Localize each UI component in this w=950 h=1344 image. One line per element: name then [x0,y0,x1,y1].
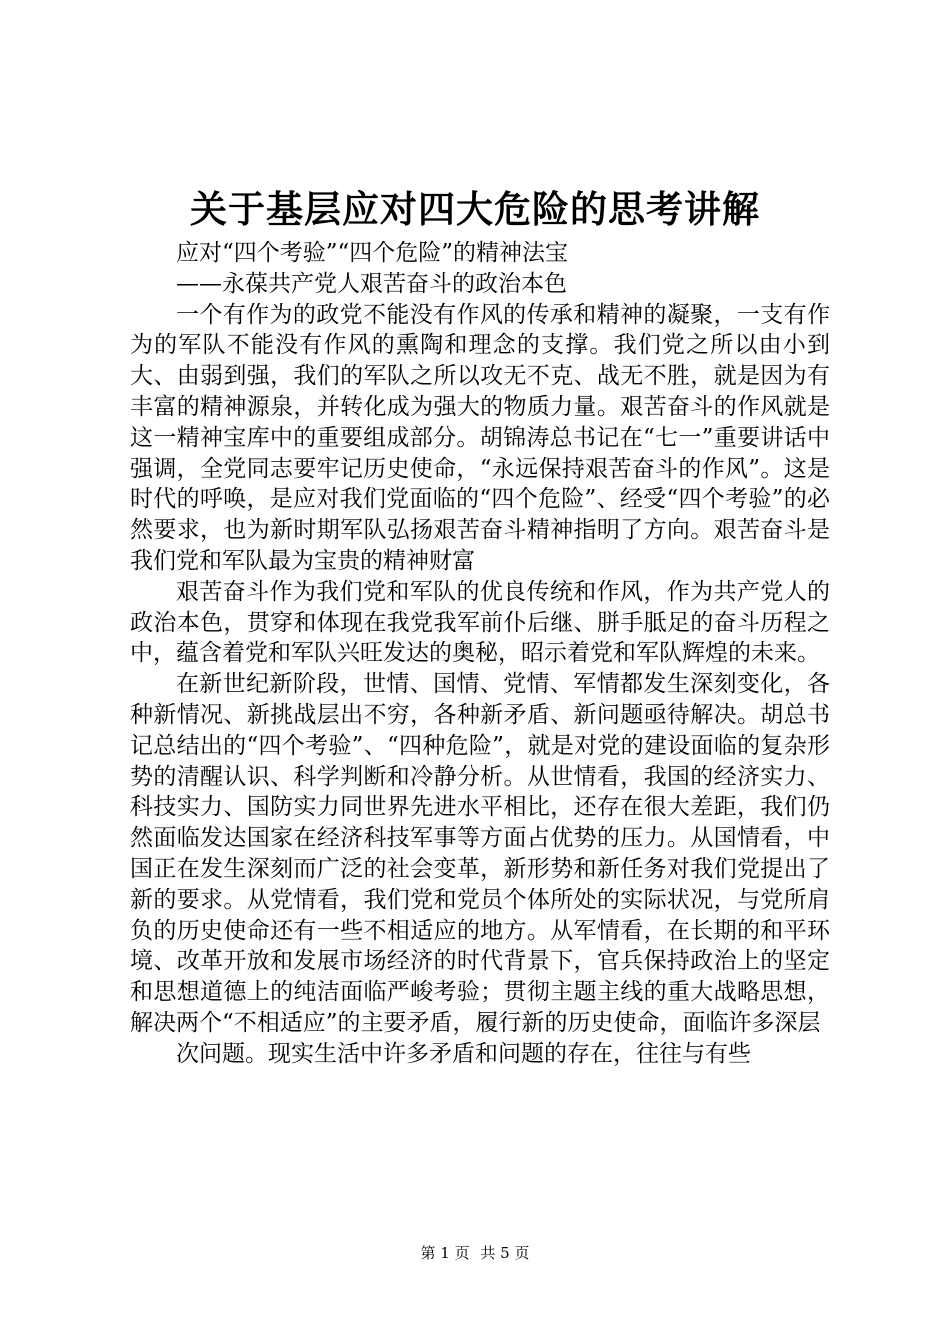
document-body [130,238,830,1070]
page-total: 共 5 页 [480,1244,530,1262]
body-paragraph: 次问题。现实生活中许多矛盾和问题的存在，往往与有些 [176,1040,751,1067]
body-paragraph: 一个有作为的政党不能没有作风的传承和精神的凝聚，一支有作为的军队不能没有作风的熏陶和理念的支撑。我们党之所以由小到大、由弱到强，我们的军队之所以攻无不克、战无不胜，就是因为有丰富的精神源泉，并转化成为强大的物质力量。艰苦奋斗的作风就是这一精神宝库中的重要组成部分。胡锦涛总书记在“七一”重要讲话中强调，全党同志要牢记历史使命，“永远保持艰苦奋斗的作风”。这是时代的呼唤，是应对我们党面临的“四个危险”、经受“四个考验”的必然要求，也为新时期军队弘扬艰苦奋斗精神指明了方向。艰苦奋斗是我们党和军队最为宝贵的精神财富 [130,301,830,574]
subtitle-line: ——永葆共产党人艰苦奋斗的政治本色 [176,270,567,297]
page-footer [0,1243,950,1263]
document-title: 关于基层应对四大危险的思考讲解 [190,187,760,231]
page-number: 第 1 页 [420,1244,470,1262]
body-paragraph: 在新世纪新阶段，世情、国情、党情、军情都发生深刻变化，各种新情况、新挑战层出不穷，各种新矛盾、新问题亟待解决。胡总书记总结出的“四个考验”、“四种危险”，就是对党的建设面临的复杂形势的清醒认识、科学判断和冷静分析。从世情看，我国的经济实力、科技实力、国防实力同世界先进水平相比，还存在很大差距，我们仍然面临发达国家在经济科技军事等方面占优势的压力。从国情看，中国正在发生深刻而广泛的社会变革，新形势和新任务对我们党提出了新的要求。从党情看，我们党和党员个体所处的实际状况，与党所肩负的历史使命还有一些不相适应的地方。从军情看，在长期的和平环境、改革开放和发展市场经济的时代背景下，官兵保持政治上的坚定和思想道德上的纯洁面临严峻考验；贯彻主题主线的重大战略思想，解决两个“不相适应”的主要矛盾，履行新的历史使命，面临许多深层 [130,671,830,1036]
subtitle-line: 应对“四个考验”“四个危险”的精神法宝 [176,240,569,266]
body-paragraph: 艰苦奋斗作为我们党和军队的优良传统和作风，作为共产党人的政治本色，贯穿和体现在我党我军前仆后继、胼手胝足的奋斗历程之中，蕴含着党和军队兴旺发达的奥秘，昭示着党和军队辉煌的未来。 [130,578,830,667]
